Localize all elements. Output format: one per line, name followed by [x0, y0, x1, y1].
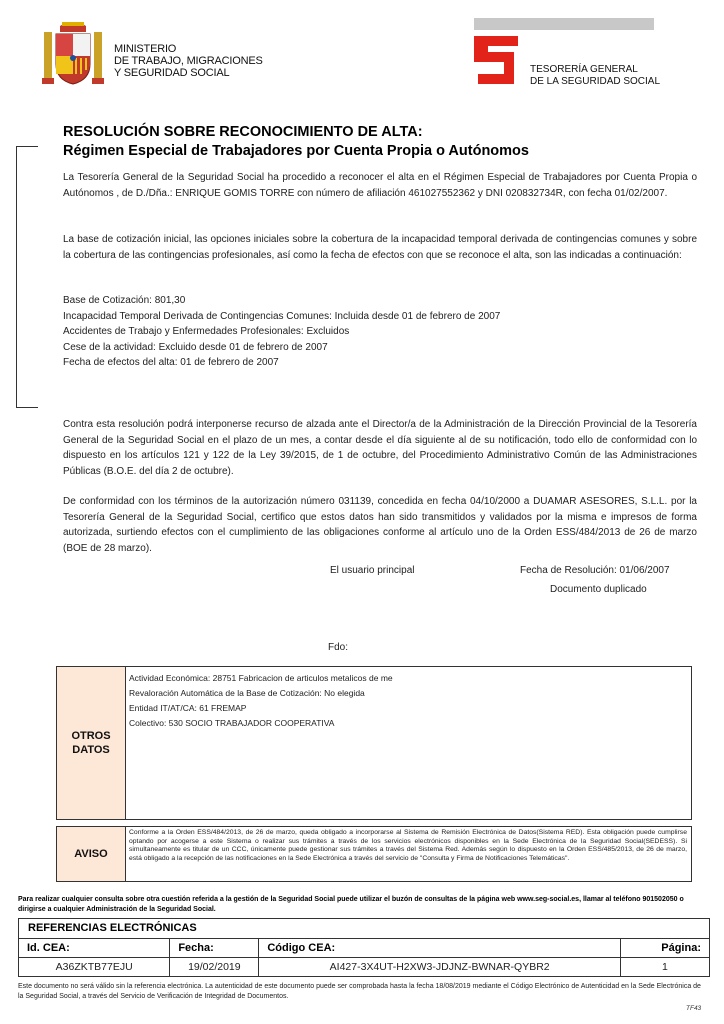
detail-cese: Cese de la actividad: Excluido desde 01 de febrero de 2007 [63, 342, 328, 353]
validity-footer: Este documento no será válido sin la referencia electrónica. La autenticidad de este documento puede ser comprobada hasta la fecha 18/08/2019 mediante el Código Electrónico de Autenticidad en la Sede Electrónica de la Seguridad Social, a través del Servicio de Verificación de Integridad de Documentos. [18, 983, 701, 1000]
aviso-box [56, 826, 692, 882]
references-value-row [19, 957, 709, 976]
references-table [18, 918, 710, 977]
otros-datos-line: Actividad Económica: 28751 Fabricacion de articulos metalicos de me [129, 673, 393, 683]
references-header-row [19, 939, 709, 957]
header-pagina: Página: [620, 939, 709, 957]
header-id-cea: Id. CEA: [27, 942, 70, 954]
ministry-line: Y SEGURIDAD SOCIAL [114, 67, 230, 79]
resolution-date: Fecha de Resolución: 01/06/2007 [520, 565, 670, 576]
signer-label: El usuario principal [330, 565, 415, 576]
tgss-line: DE LA SEGURIDAD SOCIAL [530, 76, 661, 87]
aviso-text: Conforme a la Orden ESS/484/2013, de 26 de marzo, queda obligado a incorporarse al Sistema de Remisión Electrónica de Datos(Sistema RED). Esta obligación puede cumplirse optando por acogerse a este Sistema o realizar sus trámites a través de los servicios electrónicos disponibles en la Sede Electrónica de la Seguridad Social(SEDESS). Si simultaneamente es titular de un CCC, únicamente puede gestionar sus trámites a través del Sistema Red. Además según lo dispuesto en la Orden ESS/485/2013, de 26 de marzo, está obligado a la recepción de las notificaciones en la Sede Electrónica a través del servicio de "Consulta y Firma de Notificaciones Telemáticas". [129, 829, 687, 862]
detail-incapacidad: Incapacidad Temporal Derivada de Contingencias Comunes: Incluida desde 01 de febrero de 2007 [63, 311, 501, 322]
page-code: TF43 [686, 1005, 702, 1012]
otros-datos-content [129, 671, 393, 731]
paragraph-base: La base de cotización inicial, las opciones iniciales sobre la cobertura de la incapacidad temporal derivada de contingencias comunes y sobre la cobertura de las contingencias profesionales, así como la fecha de efectos con que se reconoce el alta, son las indicadas a continuación: [63, 234, 697, 261]
otros-datos-line: Colectivo: 530 SOCIO TRABAJADOR COOPERATIVA [129, 718, 335, 728]
paragraph-recurso: Contra esta resolución podrá interponerse recurso de alzada ante el Director/a de la Administración de la Dirección Provincial de la Tesorería General de la Seguridad Social en el plazo de un mes, a contar desde el día siguiente al de su notificación, todo ello de conformidad con lo dispuesto en los artículos 121 y 122 de la Ley 39/2015, de 1 de octubre, del Procedimiento Administrativo Común de las Administraciones Públicas (B.O.E. del día 2 de octubre). [63, 419, 697, 477]
ministry-line: DE TRABAJO, MIGRACIONES [114, 55, 263, 67]
tgss-line: TESORERÍA GENERAL [530, 64, 638, 75]
otros-datos-label [57, 667, 126, 819]
paragraph-alta: La Tesorería General de la Seguridad Social ha procedido a reconocer el alta en el Régimen Especial de Trabajadores por Cuenta Propia o Autónomos , de D./Dña.: ENRIQUE GOMIS TORRE con número de afiliación 461027552362 y DNI 020832734R, con fecha 01/02/2007. [63, 172, 697, 199]
otros-label-line: OTROS [71, 730, 111, 742]
value-id-cea: A36ZKTB77EJU [55, 961, 133, 973]
document-subtitle: Régimen Especial de Trabajadores por Cuenta Propia o Autónomos [63, 143, 529, 159]
detail-accidentes: Accidentes de Trabajo y Enfermedades Profesionales: Excluidos [63, 326, 350, 337]
aviso-label: AVISO [57, 827, 126, 881]
document-title: RESOLUCIÓN SOBRE RECONOCIMIENTO DE ALTA: [63, 124, 423, 140]
header-codigo-cea: Código CEA: [258, 939, 620, 957]
duplicate-label: Documento duplicado [550, 584, 647, 595]
otros-datos-box [56, 666, 692, 820]
header-bar [474, 18, 654, 30]
header-fecha: Fecha: [169, 939, 258, 957]
ministry-name [114, 43, 263, 79]
fdo-label: Fdo: [328, 642, 349, 653]
tgss-logo-icon [474, 36, 518, 84]
references-title: REFERENCIAS ELECTRÓNICAS [19, 919, 709, 939]
consulta-note: Para realizar cualquier consulta sobre otra cuestión referida a la gestión de la Seguridad Social puede utilizar el buzón de consultas de la página web www.seg-social.es, llamar al teléfono 901502050 o dirigirse a cualquier Administración de la Seguridad Social. [18, 896, 684, 913]
detail-fecha-efectos: Fecha de efectos del alta: 01 de febrero de 2007 [63, 357, 279, 368]
otros-label-line: DATOS [72, 744, 110, 756]
coat-of-arms-icon [40, 18, 106, 90]
margin-bracket [16, 146, 38, 408]
otros-datos-line: Revaloración Automática de la Base de Cotización: No elegida [129, 688, 365, 698]
detail-base-cotizacion: Base de Cotización: 801,30 [63, 295, 186, 306]
value-fecha: 19/02/2019 [169, 958, 258, 976]
value-codigo-cea: AI427-3X4UT-H2XW3-JDJNZ-BWNAR-QYBR2 [258, 958, 620, 976]
value-pagina: 1 [620, 958, 709, 976]
otros-datos-line: Entidad IT/AT/CA: 61 FREMAP [129, 703, 247, 713]
ministry-line: MINISTERIO [114, 43, 177, 55]
tgss-name [530, 64, 660, 88]
paragraph-conformidad: De conformidad con los términos de la autorización número 031139, concedida en fecha 04/10/2000 a DUAMAR ASESORES, S.L.L. por la Tesorería General de la Seguridad Social, certifico que estos datos han sido transmitidos y validados por la misma e impresos de forma autorizada, surtiendo efectos con el cumplimiento de las obligaciones conforme al artículo uno de la Orden ESS/484/2013 de 26 de marzo (BOE de 28 marzo). [63, 496, 697, 554]
